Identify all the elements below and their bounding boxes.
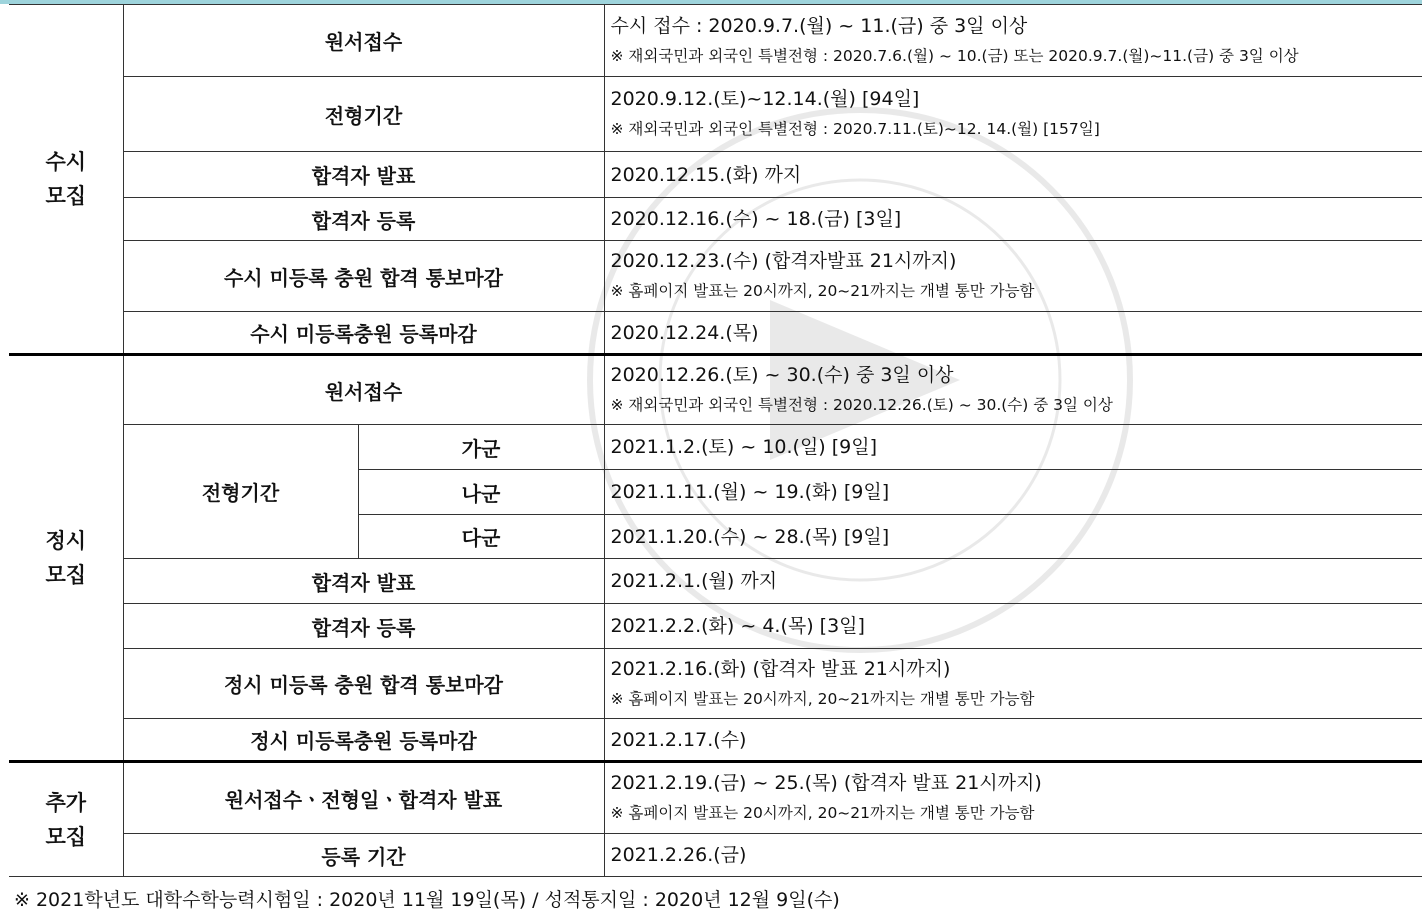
item-label: 합격자 발표 bbox=[123, 152, 604, 198]
schedule-value bbox=[604, 241, 1422, 312]
value-main: 2020.12.24.(목) bbox=[610, 321, 759, 344]
schedule-value bbox=[604, 515, 1422, 559]
value-main: 2020.12.23.(수) (합격자발표 21시까지) bbox=[610, 250, 957, 272]
value-main: 수시 접수 : 2020.9.7.(월) ~ 11.(금) 중 3일 이상 bbox=[610, 14, 1028, 37]
value-main: 2021.2.19.(금) ~ 25.(목) (합격자 발표 21시까지) bbox=[610, 772, 1042, 794]
value-main: 2020.12.16.(수) ~ 18.(금) [3일] bbox=[610, 208, 902, 230]
susi-period-row bbox=[9, 77, 1422, 152]
schedule-value bbox=[604, 152, 1422, 198]
item-label: 합격자 등록 bbox=[123, 604, 604, 649]
jeongsi-register-row bbox=[9, 604, 1422, 649]
item-label: 원서접수 bbox=[123, 5, 604, 77]
chuga-register-row bbox=[9, 834, 1422, 877]
sub-group-label: 다군 bbox=[358, 515, 604, 559]
schedule-value bbox=[604, 77, 1422, 152]
item-label: 정시 미등록충원 등록마감 bbox=[123, 719, 604, 762]
item-label: 정시 미등록 충원 합격 통보마감 bbox=[123, 649, 604, 719]
susi-apply-row bbox=[9, 5, 1422, 77]
value-note: ※ 재외국민과 외국인 특별전형 : 2020.7.11.(토)~12. 14.(월) [157일] bbox=[610, 120, 1100, 138]
item-label: 합격자 등록 bbox=[123, 198, 604, 241]
susi-notify-row bbox=[9, 241, 1422, 312]
item-label: 수시 미등록충원 등록마감 bbox=[123, 312, 604, 355]
schedule-value bbox=[604, 719, 1422, 762]
item-label: 원서접수 bbox=[123, 355, 604, 425]
value-main: 2021.2.16.(화) (합격자 발표 21시까지) bbox=[610, 657, 951, 680]
admission-schedule-table bbox=[9, 4, 1422, 877]
schedule-value bbox=[604, 198, 1422, 241]
item-label: 전형기간 bbox=[123, 425, 358, 559]
item-label: 등록 기간 bbox=[123, 834, 604, 877]
schedule-value bbox=[604, 649, 1422, 719]
value-main: 2020.12.26.(토) ~ 30.(수) 중 3일 이상 bbox=[610, 364, 954, 386]
jeongsi-period-ga-row bbox=[9, 425, 1422, 470]
group-label-text: 정시 모집 bbox=[45, 529, 87, 587]
schedule-value bbox=[604, 604, 1422, 649]
value-main: 2021.2.2.(화) ~ 4.(목) [3일] bbox=[610, 615, 865, 637]
value-main: 2020.12.15.(화) 까지 bbox=[610, 163, 802, 186]
schedule-value bbox=[604, 312, 1422, 355]
value-note: ※ 재외국민과 외국인 특별전형 : 2020.12.26.(토) ~ 30.(수) 중 3일 이상 bbox=[610, 396, 1113, 414]
value-main: 2020.9.12.(토)~12.14.(월) [94일] bbox=[610, 88, 920, 110]
schedule-value bbox=[604, 5, 1422, 77]
value-main: 2021.1.11.(월) ~ 19.(화) [9일] bbox=[610, 481, 890, 503]
schedule-value bbox=[604, 355, 1422, 425]
value-note: ※ 홈페이지 발표는 20시까지, 20~21까지는 개별 통만 가능함 bbox=[610, 282, 1035, 300]
footnote: ※ 2021학년도 대학수학능력시험일 : 2020년 11월 19일(목) / 성적통지일 : 2020년 12월 9일(수) bbox=[14, 889, 840, 911]
schedule-value bbox=[604, 762, 1422, 834]
sub-group-label: 가군 bbox=[358, 425, 604, 470]
item-label: 원서접수ㆍ전형일ㆍ합격자 발표 bbox=[123, 762, 604, 834]
susi-announce-row bbox=[9, 152, 1422, 198]
value-note: ※ 홈페이지 발표는 20시까지, 20~21까지는 개별 통만 가능함 bbox=[610, 689, 1035, 708]
jeongsi-announce-row bbox=[9, 559, 1422, 604]
group-label-jeongsi bbox=[9, 355, 123, 762]
sub-group-label: 나군 bbox=[358, 470, 604, 515]
item-label: 전형기간 bbox=[123, 77, 604, 152]
group-label-text: 수시 모집 bbox=[45, 150, 87, 208]
susi-deadline-row bbox=[9, 312, 1422, 355]
jeongsi-deadline-row bbox=[9, 719, 1422, 762]
jeongsi-notify-row bbox=[9, 649, 1422, 719]
schedule-value bbox=[604, 470, 1422, 515]
schedule-value bbox=[604, 559, 1422, 604]
value-note: ※ 홈페이지 발표는 20시까지, 20~21까지는 개별 통만 가능함 bbox=[610, 804, 1035, 822]
value-main: 2021.2.17.(수) bbox=[610, 728, 747, 751]
value-main: 2021.1.20.(수) ~ 28.(목) [9일] bbox=[610, 525, 890, 548]
group-label-text: 추가 모집 bbox=[45, 790, 87, 849]
schedule-value bbox=[604, 834, 1422, 877]
group-label-susi bbox=[9, 5, 123, 355]
jeongsi-apply-row bbox=[9, 355, 1422, 425]
schedule-value bbox=[604, 425, 1422, 470]
value-main: 2021.2.1.(월) 까지 bbox=[610, 570, 778, 592]
item-label: 합격자 발표 bbox=[123, 559, 604, 604]
group-label-chuga bbox=[9, 762, 123, 877]
value-main: 2021.1.2.(토) ~ 10.(일) [9일] bbox=[610, 436, 878, 458]
chuga-apply-row bbox=[9, 762, 1422, 834]
value-note: ※ 재외국민과 외국인 특별전형 : 2020.7.6.(월) ~ 10.(금) 또는 2020.9.7.(월)~11.(금) 중 3일 이상 bbox=[610, 46, 1299, 65]
susi-register-row bbox=[9, 198, 1422, 241]
value-main: 2021.2.26.(금) bbox=[610, 844, 747, 866]
item-label: 수시 미등록 충원 합격 통보마감 bbox=[123, 241, 604, 312]
